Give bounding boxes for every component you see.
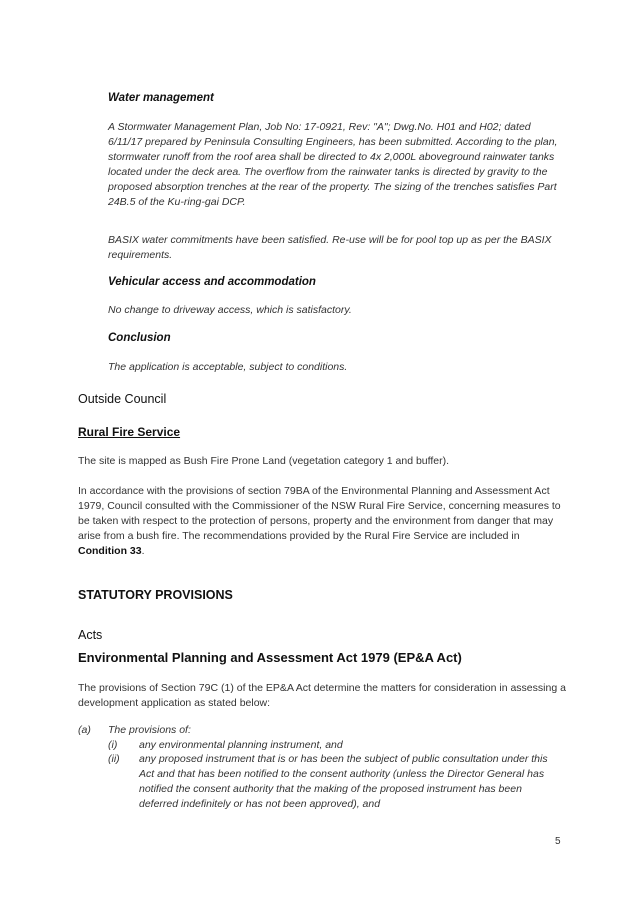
- section-79c-intro: The provisions of Section 79C (1) of the EP&A Act determine the matters for consideration in assessing a development application as stated below:: [78, 682, 566, 709]
- conclusion-heading: Conclusion: [108, 332, 171, 344]
- vehicular-access-text: No change to driveway access, which is satisfactory.: [108, 304, 352, 316]
- rural-fire-service-heading: Rural Fire Service: [78, 425, 181, 439]
- list-label-ii: (ii): [108, 753, 120, 765]
- list-item-ii-text: any proposed instrument that is or has been the subject of public consultation under this Act and that has been notified to the consent authority (unless the Director General has notified the consent authority that the making of the proposed instrument has been deferred indefinitely or has not been approved), and: [139, 753, 548, 810]
- list-label-a: (a): [78, 724, 91, 736]
- vehicular-access-heading: Vehicular access and accommodation: [108, 276, 316, 288]
- act-title: Environmental Planning and Assessment Act 1979 (EP&A Act): [78, 650, 462, 665]
- conclusion-text: The application is acceptable, subject to conditions.: [108, 361, 348, 373]
- basix-paragraph: BASIX water commitments have been satisfied. Re-use will be for pool top up as per the BASIX requirements.: [108, 234, 552, 261]
- acts-heading: Acts: [78, 628, 103, 642]
- bush-fire-prone-paragraph: The site is mapped as Bush Fire Prone Land (vegetation category 1 and buffer).: [78, 455, 450, 467]
- page-number: 5: [555, 836, 561, 847]
- water-management-heading: Water management: [108, 92, 214, 104]
- paragraph-end-punctuation: .: [141, 545, 145, 557]
- list-label-i: (i): [108, 739, 118, 751]
- rural-fire-consultation-paragraph: [78, 484, 566, 559]
- list-item-i-text: any environmental planning instrument, and: [139, 739, 343, 751]
- list-item-a-text: The provisions of:: [108, 724, 191, 736]
- water-management-paragraph: A Stormwater Management Plan, Job No: 17-0921, Rev: "A"; Dwg.No. H01 and H02; dated 6/11/17 prepared by Peninsula Consulting Engineers, has been submitted. According to the plan, stormwater runoff from the roof area shall be directed to 4x 2,000L aboveground rainwater tanks located under the deck area. The overflow from the rainwater tanks is directed by gravity to the proposed absorption trenches at the rear of the property. The sizing of the trenches satisfies Part 24B.5 of the Ku-ring-gai DCP.: [108, 121, 558, 208]
- outside-council-heading: Outside Council: [78, 392, 167, 406]
- condition-reference: Condition 33: [78, 545, 142, 557]
- statutory-provisions-heading: STATUTORY PROVISIONS: [78, 588, 233, 602]
- rural-fire-consultation-text: In accordance with the provisions of section 79BA of the Environmental Planning and Assessment Act 1979, Council consulted with the Commissioner of the NSW Rural Fire Service, concerning measures to be taken with respect to the protection of persons, property and the environment from danger that may arise from a bush fire. The recommendations provided by the Rural Fire Service are included in: [78, 485, 561, 542]
